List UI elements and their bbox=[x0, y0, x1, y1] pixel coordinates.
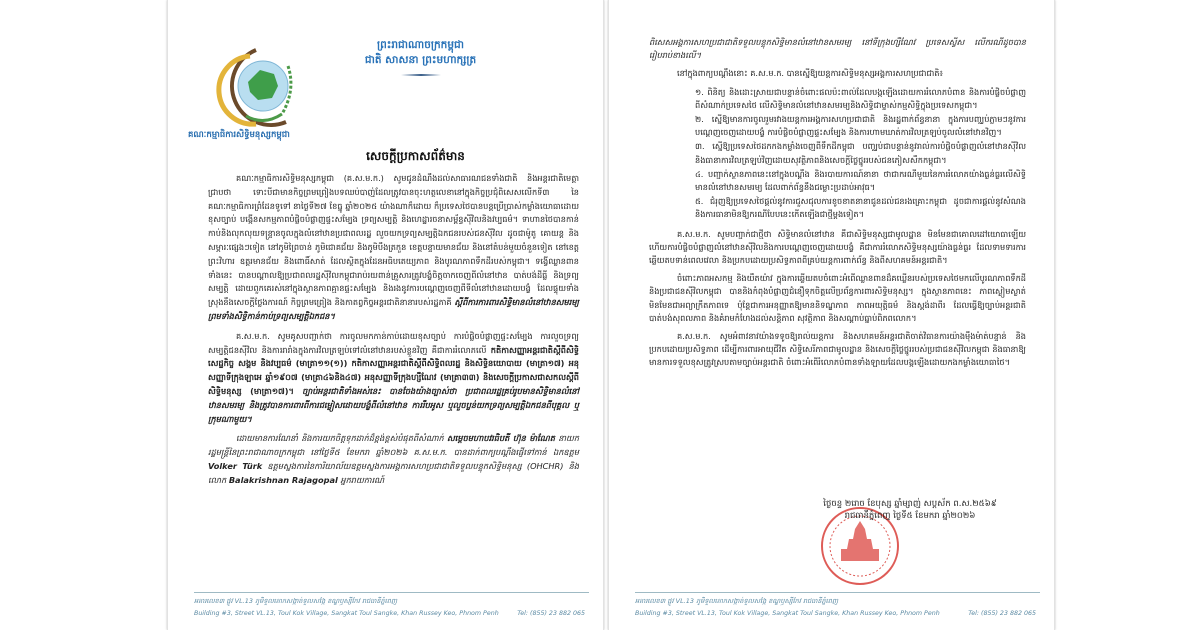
footer-address-khmer: អគារលេខ៣ ផ្លូវ VL.13 ភូមិទួលគោកសង្កាត់ទួលសង្កែ ខណ្ឌឫស្សីកែវ រាជធានីភ្នំពេញ bbox=[635, 597, 839, 605]
item-number: ៤. bbox=[695, 168, 704, 179]
item-number: ៥. bbox=[695, 196, 704, 207]
logo-caption: គណៈកម្មាធិការសិទ្ធិមនុស្សកម្ពុជា bbox=[188, 130, 290, 140]
footer-address-english: Building #3, Street VL.13, Toul Kok Village, Sangkat Toul Sangke, Khan Russey Keo, Phnom Penh bbox=[635, 610, 940, 617]
item-text: ស្នើឱ្យប្រទេសថៃដកកងកម្លាំងចេញពីទឹកដីកម្ពុជា បញ្ឈប់ជាបន្ទាន់នូវរាល់ការបំផ្លិចបំផ្លាញលំនៅឋានស៊ីវិល និងធានាការវិលត្រឡប់វិញដោយសុវត្ថិភាពនិងសេចក្តីថ្លៃថ្នូររបស់ជនភៀសសឹកកម្ពុជា។ bbox=[695, 141, 1026, 165]
continuation-text: ពិសេសអង្គការសហប្រជាជាតិទទួលបន្ទុកសិទ្ធិមានលំនៅឋានសមរម្យ នៅទីក្រុងហ្សឺណែវ ប្រទេសស្វីស លើករណីដូចបានរៀបរាប់ខាងលើ។ bbox=[649, 37, 1026, 61]
solar-date: រាជធានីភ្នំពេញ ថ្ងៃទី៥ ខែមករា ឆ្នាំ២០២៦ bbox=[844, 511, 976, 521]
request-list bbox=[649, 86, 1026, 222]
item-number: ២. bbox=[695, 114, 704, 125]
paragraph-2-text: គ.ស.ម.ក. សូមគូសបញ្ជាក់ថា ការចូលមកកាន់កាប់ដោយខុសច្បាប់ ការបំផ្លិចបំផ្លាញផ្ទះសម្បែង ការលួចទ្រព្យសម្បត្តិជនស៊ីវិល និងការរារាំងក្នុងការវិលត្រឡប់ទៅលំនៅឋានរបស់ខ្លួនវិញ គឺជាការរំលោភលើ bbox=[208, 330, 579, 355]
paragraph-appeal: គ.ស.ម.ក. សូមអំពាវនាវយ៉ាងទទូចឱ្យរាល់យន្តការ និងសហគមន៍អន្តរជាតិចាត់វិធានការយ៉ាងម៉ឺងម៉ាត់បន្ទាន់ និងប្រកបដោយប្រសិទ្ធភាព ដើម្បីការពារអាយុជីវិត សិទ្ធិសេរីភាពជាមូលដ្ឋាន និងសេចក្តីថ្លៃថ្នូររបស់ប្រជាជនស៊ីវិលកម្ពុជា និងធានាឱ្យមានការទទួលខុសត្រូវស្របតាមច្បាប់អន្តរជាតិ ចំពោះអំពើរំលោភបំពានទាំងឡាយដែលបង្កឡើងដោយកងកម្លាំងយោធាថៃ។ bbox=[649, 331, 1026, 368]
paragraph-2-law-references: កតិកាសញ្ញាអន្តរជាតិស្តីពីសិទ្ធិសេដ្ឋកិច្ច សង្គម និងវប្បធម៌ (មាត្រា១១(១)) កតិកាសញ្ញាអន្តរជាតិស្តីពីសិទ្ធិពលរដ្ឋ និងសិទ្ធិនយោបាយ (មាត្រា១៧) អនុសញ្ញាទីក្រុងឡាអេ ឆ្នាំ១៩០៧ (មាត្រា៤៦និង៤៧) អនុសញ្ញាទីក្រុងហ្សឺណែវ (មាត្រា៣៣) និងសេចក្តីប្រកាសជាសកលស្តីពីសិទ្ធិមនុស្ស (មាត្រា១៧)។ bbox=[208, 344, 579, 396]
item-text: បញ្ជាក់ស្ថានភាពនេះនៅក្នុងបណ្តឹង និងរបាយការណ៍នានា ថាជាករណីមួយនៃការរំលោភយ៉ាងធ្ងន់ធ្ងរលើសិទ្ធិមានលំនៅឋានសមរម្យ ដែលពាក់ព័ន្ធនឹងជម្លោះប្រដាប់អាវុធ។ bbox=[695, 168, 1026, 193]
paragraph-inaction: ចំពោះភាពអសកម្ម និងយឺតយ៉ាវ ក្នុងការឆ្លើយតបចំពោះអំពើឈ្លានពានដ៏គឃ្លើនរបស់ប្រទេសថៃមកលើបូរណភាពទឹកដី និងប្រជាជនស៊ីវិលកម្ពុជា បាននិងកំពុងបំផ្លាញជំនឿទុកចិត្តលើប្រព័ន្ធការពារសិទ្ធិមនុស្ស។ ក្នុងស្ថានភាពនេះ ភាពស្ងៀមស្ងាត់ មិនមែនជាអព្យាក្រឹតភាពទេ ប៉ុន្តែជាការអនុញ្ញាតឱ្យមាននិទណ្ឌភាព ភាពអយុត្តិធម៌ និងស្តង់ដាពីរ ដែលធ្វើឱ្យច្បាប់អន្តរជាតិបាត់បង់សុពលភាព និងគំរាមកំហែងដល់សន្តិភាព សុវត្ថិភាព និងសណ្តាប់ធ្នាប់ពិភពលោក។ bbox=[649, 273, 1026, 323]
paragraph-2-emphasis: ច្បាប់អន្តរជាតិទាំងអស់នេះ បានចែងយ៉ាងច្បាស់ថា ប្រជាពលរដ្ឋគ្រប់រូបមានសិទ្ធិមានលំនៅឋានសមរម្យ និងត្រូវបានការពារពីការជម្លៀសដោយបង្ខំពីលំនៅឋាន ការរឹបអូស ឬលួចប្លន់យកទ្រព្យសម្បត្តិឯកជនពីបុគ្គល ឬក្រុមណាមួយ។ bbox=[208, 385, 580, 424]
request-item bbox=[691, 140, 1026, 166]
footer-address-english: Building #3, Street VL.13, Toul Kok Village, Sangkat Toul Sangke, Khan Russey Keo, Phnom Penh bbox=[194, 610, 499, 617]
item-number: ១. bbox=[695, 86, 704, 97]
paragraph-3 bbox=[208, 432, 579, 487]
request-item bbox=[691, 113, 1026, 139]
name-volker-turk: Volker Türk bbox=[208, 460, 263, 471]
right-body bbox=[649, 36, 1026, 375]
footer-telephone: Tel: (855) 23 882 065 bbox=[517, 610, 585, 617]
item-number: ៣. bbox=[695, 141, 705, 152]
document-title: សេចក្តីប្រកាសព័ត៌មាន bbox=[366, 149, 465, 163]
header-ornament bbox=[401, 74, 441, 76]
paragraph-1-text: គណៈកម្មាធិការសិទ្ធិមនុស្សកម្ពុជា (គ.ស.ម.ក.) សូមជូនដំណឹងដល់សាធារណជនទាំងជាតិ និងអន្តរជាតិមេត្តាជ្រាបថា ទោះបីជាមានកិច្ចព្រមព្រៀងបទឈប់បាញ់ដែលត្រូវបានចុះហត្ថលេខានៅក្នុងកិច្ចប្រជុំពិសេសលើកទី៣ នៃគណៈកម្មាធិការព្រំដែនទូទៅ នាថ្ងៃទី២៧ ខែធ្នូ ឆ្នាំ២០២៥ យ៉ាងណាក៏ដោយ ក៏ប្រទេសថៃបានបន្តប្រើប្រាស់កម្លាំងយោធាដោយខុសច្បាប់ បង្កើនសកម្មភាពបំផ្លិចបំផ្លាញផ្ទះសម្បែង ទ្រព្យសម្បត្តិ និងហេដ្ឋារចនាសម្ព័ន្ធស៊ីវិលនិងវប្បធម៌។ ទាហានថៃបានកាន់កាប់និងលុកលុយទន្ទ្រានចូលក្នុងលំនៅឋានប្រជាពលរដ្ឋ លួចយកទ្រព្យសម្បត្តិឯកជនរបស់ជនស៊ីវិល ដូចជាម៉ូតូ គោយន្ត និងសម្ភារៈផ្សេងៗទៀត នៅភូមិព្រៃចាន់ ភូមិជោគជ័យ និងភូមិបឹងត្រកួន ខេត្តបន្ទាយមានជ័យ និងនៅតំបន់មួយចំនួនទៀត នៅខេត្តព្រះវិហារ ឧត្តរមានជ័យ និងពោធិ៍សាត់ ដែលស្ថិតក្នុងដែនអធិបតេយ្យភាព និងបូរណភាពទឹកដីរបស់កម្ពុជា។ ទង្វើឈ្លានពានទាំងនេះ បានបណ្តាលឱ្យប្រជាពលរដ្ឋស៊ីវិលកម្ពុជារាប់រយពាន់គ្រួសារត្រូវបង្ខំចិត្តចាកចេញពីលំនៅឋាន បាត់បង់ដីធ្លី និងទ្រព្យសម្បត្តិ ដោយពួកគេរស់នៅក្នុងស្ថានភាពគ្មានផ្ទះសម្បែង និងរងនូវការបណ្តេញចេញពីទីលំនៅឋានដោយបង្ខំ ដែលផ្ទុយទាំងស្រុងនឹងសេចក្តីថ្លែងការណ៍ កិច្ចព្រមព្រៀង និងកាតព្វកិច្ចអន្តរជាតិនានារបស់រដ្ឋភាគី bbox=[208, 173, 579, 308]
request-intro: នៅក្នុងពាក្យបណ្តឹងនោះ គ.ស.ម.ក. បានស្នើឱ្យយន្តការសិទ្ធិមនុស្សអង្គការសហប្រជាជាតិ៖ bbox=[677, 68, 944, 79]
kingdom-header bbox=[168, 38, 603, 76]
request-item bbox=[691, 168, 1026, 194]
paragraph-2 bbox=[208, 330, 579, 427]
kingdom-title: ព្រះរាជាណាចក្រកម្ពុជា bbox=[376, 39, 464, 51]
national-motto: ជាតិ សាសនា ព្រះមហាក្សត្រ bbox=[364, 54, 477, 66]
paragraph-3-text-b: នាយករដ្ឋមន្ត្រីនៃព្រះរាជាណាចក្រកម្ពុជា នៅថ្ងៃទី៥ ខែមករា ឆ្នាំ២០២៦ គ.ស.ម.ក. បានដាក់ពាក្យបណ្តឹងផ្ញើទៅកាន់ ឯកឧត្តម bbox=[208, 433, 579, 458]
document-page-1 bbox=[167, 0, 604, 630]
prime-minister-name: សម្តេចមហាបវរធិបតី ហ៊ុន ម៉ាណែត bbox=[447, 433, 555, 444]
item-text: ស្នើឱ្យមានការចូលរួមរវាងយន្តការអង្គការសហប្រជាជាតិ និងរដ្ឋពាក់ព័ន្ធនានា ក្នុងការបញ្ឈប់ភ្លាមៗនូវការបណ្តេញចេញដោយបង្ខំ ការបំផ្លិចបំផ្លាញផ្ទះសម្បែង និងការហាមឃាត់ការវិលត្រឡប់ចូលលំនៅឋានវិញ។ bbox=[695, 114, 1026, 138]
footer-address-khmer: អគារលេខ៣ ផ្លូវ VL.13 ភូមិទួលគោកសង្កាត់ទួលសង្កែ ខណ្ឌឫស្សីកែវ រាជធានីភ្នំពេញ bbox=[194, 597, 398, 605]
paragraph-3-text-d: អ្នករាយការណ៍ bbox=[340, 474, 385, 485]
paragraph-3-text-a: ដោយមានការណែនាំ និងការយកចិត្តទុកដាក់ដ៏ខ្ពង់ខ្ពស់បំផុតពីសំណាក់ bbox=[236, 433, 444, 444]
paragraph-reaffirm: គ.ស.ម.ក. សូមបញ្ជាក់ជាថ្មីថា សិទ្ធិមានលំនៅឋាន គឺជាសិទ្ធិមនុស្សជាមូលដ្ឋាន មិនមែនជាគោលដៅយោធាឡើយ ហើយការបំផ្លិចបំផ្លាញលំនៅឋានស៊ីវិលនិងការបណ្តេញចេញដោយបង្ខំ គឺជាការរំលោភសិទ្ធិមនុស្សយ៉ាងធ្ងន់ធ្ងរ ដែលទាមទារការឆ្លើយតបទាន់ពេលវេលា និងប្រកបដោយប្រសិទ្ធភាពពីគ្រប់យន្តការពាក់ព័ន្ធ និងពីសហគមន៍អន្តរជាតិ។ bbox=[649, 228, 1026, 266]
signature-block bbox=[795, 498, 1025, 522]
document-page-2 bbox=[608, 0, 1055, 630]
footer-divider bbox=[194, 592, 589, 593]
paragraph-1 bbox=[208, 172, 579, 324]
name-rajagopal: Balakrishnan Rajagopal bbox=[228, 474, 338, 485]
footer-divider bbox=[635, 592, 1040, 593]
request-item bbox=[691, 195, 1026, 221]
request-item bbox=[691, 86, 1026, 112]
paragraph-1-emphasis: ស្តីពីការការពារសិទ្ធិមានលំនៅឋានសមរម្យ ព្រមទាំងសិទ្ធិកាន់កាប់ទ្រព្យសម្បត្តិឯកជន។ bbox=[208, 297, 579, 321]
footer-telephone: Tel: (855) 23 882 065 bbox=[968, 610, 1036, 617]
left-body bbox=[208, 172, 579, 494]
paragraph-3-text-c: ឧត្តមស្នងការនៃការិយាល័យឧត្តមស្នងការអង្គការសហប្រជាជាតិទទួលបន្ទុកសិទ្ធិមនុស្ស (OHCHR) និងលោក bbox=[208, 460, 580, 485]
item-text: ពិនិត្យ និងដោះស្រាយជាបន្ទាន់ចំពោះផលប៉ះពាល់ដែលបង្កឡើងដោយការរំលោភបំពាន និងការបំផ្លិចបំផ្លាញ ពីសំណាក់ប្រទេសថៃ លើសិទ្ធិមានលំនៅឋានសមរម្យនិងសិទ្ធិជាម្ចាស់កម្មសិទ្ធិក្នុងប្រទេសកម្ពុជា។ bbox=[695, 86, 1026, 110]
lunar-date: ថ្ងៃចន្ទ ២រោច ខែបុស្ស ឆ្នាំម្សាញ់ សប្តស័ក ព.ស.២៥៦៩ bbox=[823, 499, 997, 509]
item-text: ជំរុញឱ្យប្រទេសថៃផ្តល់នូវការជួសជុលការខូចខាតនានាជូនដល់ជនរងគ្រោះកម្ពុជា ដូចជាការផ្តល់នូវសំណង និងការធានាមិនឱ្យករណីបែបនេះកើតឡើងជាថ្មីម្តងទៀត។ bbox=[695, 196, 1026, 220]
